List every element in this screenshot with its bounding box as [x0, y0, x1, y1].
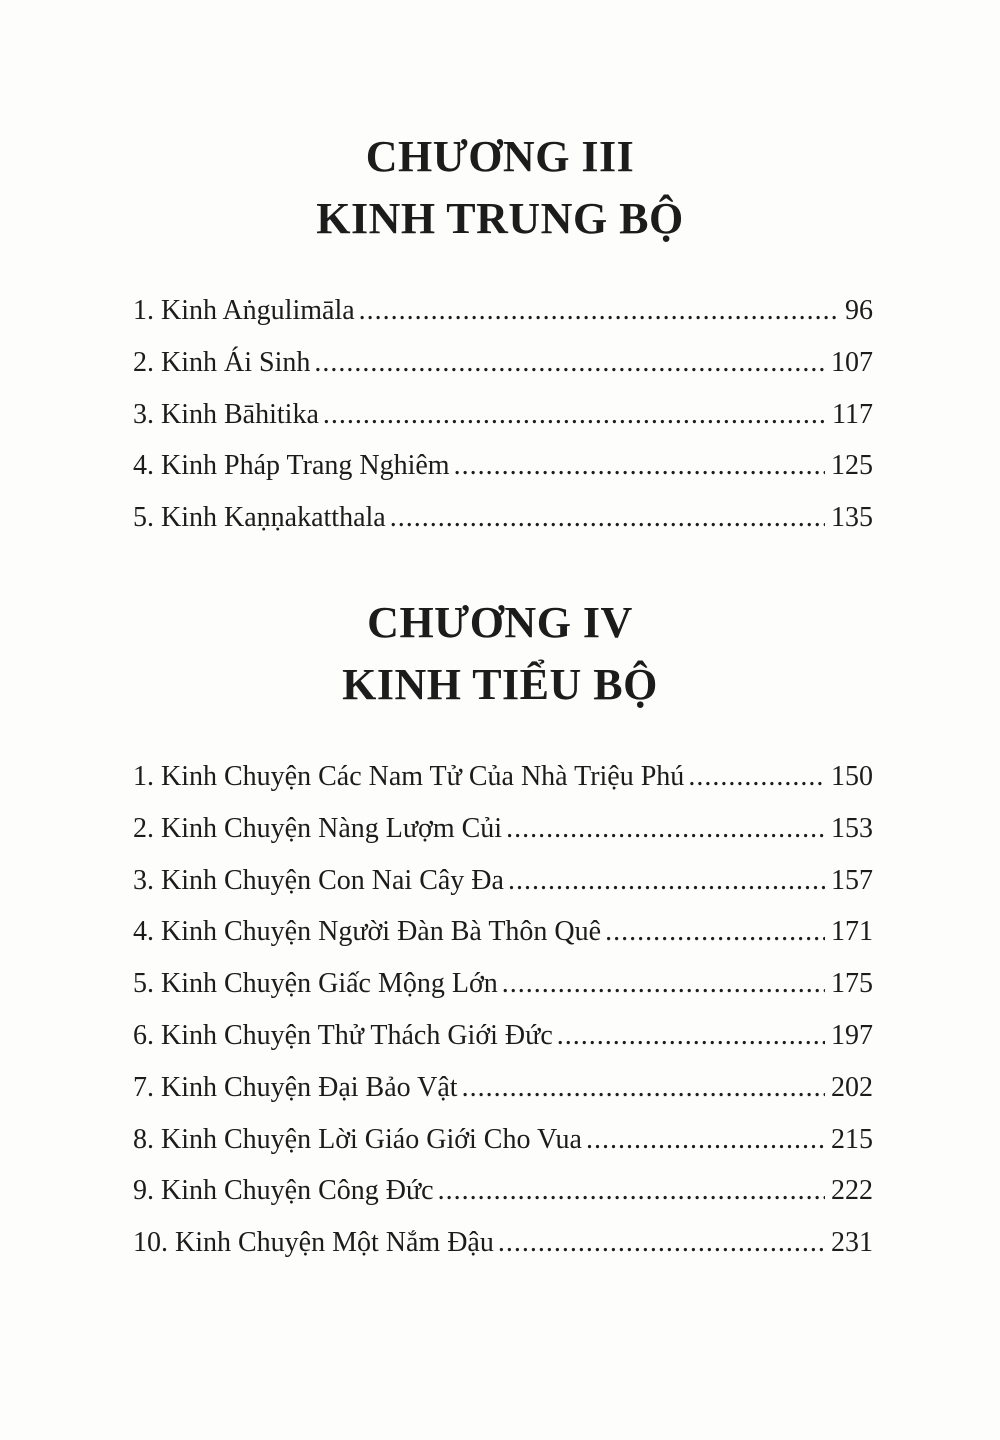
toc-entry[interactable] — [133, 803, 873, 855]
toc-entry-page: 171 — [831, 916, 873, 948]
toc-dot-leader — [557, 1010, 825, 1062]
toc-entry-page: 197 — [831, 1019, 873, 1051]
toc-dot-leader — [508, 855, 825, 907]
toc-entry-title: 6. Kinh Chuyện Thử Thách Giới Đức — [133, 1019, 553, 1051]
toc-entry[interactable] — [133, 1165, 873, 1217]
toc-entry-page: 157 — [831, 864, 873, 896]
toc-dot-leader — [438, 1165, 825, 1217]
toc-dot-leader — [506, 803, 825, 855]
toc-entry-page: 215 — [831, 1123, 873, 1155]
toc-entry-title: 7. Kinh Chuyện Đại Bảo Vật — [133, 1071, 458, 1103]
toc-entry-page: 125 — [831, 450, 873, 482]
toc-entry-title: 2. Kinh Chuyện Nàng Lượm Củi — [133, 812, 503, 844]
toc-entry-title: 2. Kinh Ái Sinh — [133, 346, 311, 378]
toc-entry[interactable] — [133, 440, 873, 492]
toc-dot-leader — [454, 440, 825, 492]
chapter-3-title: KINH TRUNG BỘ — [316, 194, 684, 243]
toc-entry[interactable] — [133, 1114, 873, 1166]
toc-entry-page: 117 — [832, 398, 873, 430]
toc-entry[interactable] — [133, 1010, 873, 1062]
toc-entry[interactable] — [133, 906, 873, 958]
toc-dot-leader — [498, 1217, 825, 1269]
toc-entry[interactable] — [133, 1062, 873, 1114]
toc-entry[interactable] — [133, 751, 873, 803]
toc-entry-title: 1. Kinh Chuyện Các Nam Tử Của Nhà Triệu Phú — [133, 761, 685, 792]
toc-entry-title: 4. Kinh Chuyện Người Đàn Bà Thôn Quê — [133, 916, 602, 948]
toc-entry-title: 3. Kinh Chuyện Con Nai Cây Đa — [133, 864, 504, 896]
toc-dot-leader — [314, 337, 825, 389]
toc-dot-leader — [359, 285, 839, 337]
chapter-3-number: CHƯƠNG III — [365, 132, 635, 181]
toc-entry-title: 8. Kinh Chuyện Lời Giáo Giới Cho Vua — [133, 1123, 582, 1155]
chapter-4-heading — [0, 592, 1000, 716]
toc-entry-page: 96 — [845, 295, 873, 326]
toc-entry[interactable] — [133, 855, 873, 907]
chapter-3-heading — [0, 126, 1000, 250]
toc-entry-title: 1. Kinh Aṅgulimāla — [133, 295, 355, 326]
toc-entry[interactable] — [133, 1217, 873, 1269]
toc-dot-leader — [586, 1114, 825, 1166]
toc-entry[interactable] — [133, 958, 873, 1010]
chapter-3-toc — [133, 285, 873, 544]
toc-dot-leader — [323, 389, 826, 441]
chapter-4-toc — [133, 751, 873, 1269]
toc-dot-leader — [390, 492, 825, 544]
toc-dot-leader — [462, 1062, 825, 1114]
toc-entry-page: 175 — [831, 968, 873, 1000]
toc-entry-page: 222 — [831, 1175, 873, 1207]
toc-entry[interactable] — [133, 285, 873, 337]
toc-entry-page: 150 — [831, 761, 873, 792]
toc-entry[interactable] — [133, 389, 873, 441]
toc-entry-title: 10. Kinh Chuyện Một Nắm Đậu — [133, 1227, 494, 1259]
toc-entry[interactable] — [133, 337, 873, 389]
toc-entry-title: 3. Kinh Bāhitika — [133, 398, 319, 430]
toc-entry-page: 153 — [831, 812, 873, 844]
toc-entry[interactable] — [133, 492, 873, 544]
toc-entry-page: 202 — [831, 1071, 873, 1103]
chapter-4-number: CHƯƠNG IV — [367, 598, 633, 647]
chapter-4-title: KINH TIỂU BỘ — [342, 660, 658, 709]
toc-entry-title: 5. Kinh Chuyện Giấc Mộng Lớn — [133, 968, 498, 1000]
toc-entry-title: 9. Kinh Chuyện Công Đức — [133, 1175, 434, 1207]
toc-entry-page: 107 — [831, 346, 873, 378]
toc-entry-title: 5. Kinh Kaṇṇakatthala — [133, 502, 386, 534]
toc-dot-leader — [605, 906, 825, 958]
toc-dot-leader — [688, 751, 825, 803]
toc-entry-page: 231 — [831, 1227, 873, 1259]
toc-dot-leader — [502, 958, 825, 1010]
toc-entry-title: 4. Kinh Pháp Trang Nghiêm — [133, 450, 450, 482]
toc-entry-page: 135 — [831, 502, 873, 534]
